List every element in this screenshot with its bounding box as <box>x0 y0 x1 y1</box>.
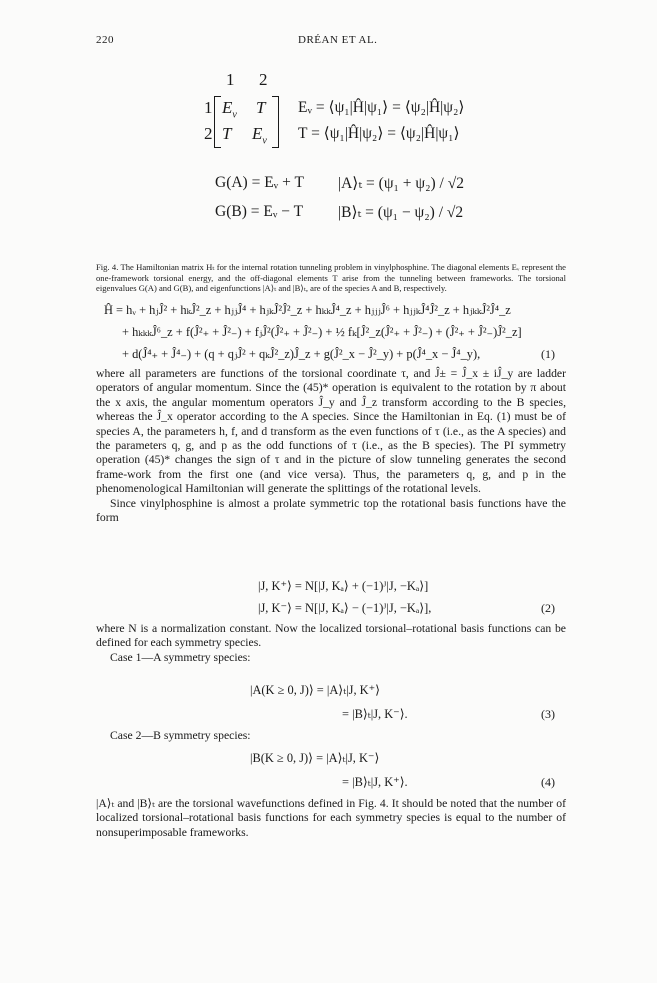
GA-eigenvalue: G(A) = Eᵥ + T <box>215 174 304 191</box>
GB-eigenvalue: G(B) = Eᵥ − T <box>215 203 304 220</box>
body-text-2 <box>96 622 566 665</box>
case-2-heading: Case 2—B symmetry species: <box>110 729 251 742</box>
matrix-cell: T <box>256 98 266 117</box>
eq1-line2: + hₖₖₖĴ⁶_z + f(Ĵ²₊ + Ĵ²₋) + fⱼĴ²(Ĵ²₊ + Ĵ²₋) + ½ fₖ[Ĵ²_z(Ĵ²₊ + Ĵ²₋) + (Ĵ²₊ + Ĵ²₋)Ĵ²_z] <box>122 325 522 339</box>
matrix-col-label: 1 <box>226 70 235 89</box>
matrix-cell: T <box>222 124 232 143</box>
matrix-right-bracket <box>272 96 279 148</box>
eq3-number: (3) <box>541 707 555 721</box>
matrix-cell: $E_v$ <box>252 124 267 147</box>
eq2-number: (2) <box>541 601 555 615</box>
case-1-heading: Case 1—A symmetry species: <box>110 650 251 664</box>
matrix-col-label: 2 <box>259 70 268 89</box>
eq2-line1: |J, K⁺⟩ = N[|J, Kₐ⟩ + (−1)ᴶ|J, −Kₐ⟩] <box>258 579 429 593</box>
paragraph: Since vinylphosphine is almost a prolate symmetric top the rotational basis functions have the form <box>96 496 566 525</box>
paragraph: where all parameters are functions of the torsional coordinate τ, and Ĵ± = Ĵ_x ± iĴ_y are ladder operators of angular momentum. Since the (45)* operation is equivalent to the rotation by π about the x axis, the angular momentum operators Ĵ_y and Ĵ_z transform according to the B species, whereas the Ĵ_x operator according to the A species. Since the Hamiltonian in Eq. (1) must be of species A, the parameters h, f, and d transform as the even functions of τ (i.e., as the A species) and the parameters q, g, and p as the odd functions of τ (i.e., as the B species). The PI symmetry operation (45)* changes the sign of τ and in the picture of slow tunneling generates the second frame-work from the first one (and vice versa). Thus, the parameters q, g, and p in the phenomenological Hamiltonian will generate the splittings of the rotational levels. <box>96 367 566 496</box>
A-eigenfunction: |A⟩ₜ = (ψ₁ + ψ₂) / √2 <box>338 175 464 192</box>
paragraph: where N is a normalization constant. Now the localized torsional–rotational basis functions can be defined for each symmetry species. <box>96 622 566 650</box>
eq2-line2: |J, K⁻⟩ = N[|J, Kₐ⟩ − (−1)ᴶ|J, −Kₐ⟩], <box>258 601 432 615</box>
eq1-number: (1) <box>541 347 555 361</box>
matrix-row-label: 2 <box>204 124 213 143</box>
running-title: DRÉAN ET AL. <box>298 34 378 46</box>
B-eigenfunction: |B⟩ₜ = (ψ₁ − ψ₂) / √2 <box>338 204 464 221</box>
page-number: 220 <box>96 34 114 46</box>
T-definition: T = ⟨ψ₁|Ĥ|ψ₂⟩ = ⟨ψ₂|Ĥ|ψ₁⟩ <box>298 125 460 142</box>
eq1-line3: + d(Ĵ⁴₊ + Ĵ⁴₋) + (q + qⱼĴ² + qₖĴ²_z)Ĵ_z + g(Ĵ²_x − Ĵ²_y) + p(Ĵ⁴_x − Ĵ⁴_y), <box>122 347 481 361</box>
eq1-line1: Ĥ = hᵥ + hⱼĴ² + hₖĴ²_z + hⱼⱼĴ⁴ + hⱼₖĴ²Ĵ²_z + hₖₖĴ⁴_z + hⱼⱼⱼĴ⁶ + hⱼⱼₖĴ⁴Ĵ²_z + hⱼₖₖĴ²Ĵ⁴_z <box>104 303 511 317</box>
figure-caption <box>96 262 566 294</box>
eq4-line2: = |B⟩ₜ|J, K⁺⟩. <box>342 775 408 789</box>
eq4-number: (4) <box>541 775 555 789</box>
body-text-1 <box>96 367 566 525</box>
body-text-3 <box>96 729 566 743</box>
matrix-row-label: 1 <box>204 98 213 117</box>
matrix-cell: $E_v$ <box>222 98 237 121</box>
paragraph: |A⟩ₜ and |B⟩ₜ are the torsional wavefunctions defined in Fig. 4. It should be noted that the number of localized torsional–rotational basis functions for each symmetry species is equal to the number of nonsuperimposable frameworks. <box>96 797 566 839</box>
eq3-line2: = |B⟩ₜ|J, K⁻⟩. <box>342 707 408 721</box>
caption-text: Fig. 4. The Hamiltonian matrix Hₜ for the internal rotation tunneling problem in vinylphosphine. The diagonal elements Eᵥ represent the one-framework torsional energy, and the off-diagonal elements T arise from the tunneling between frameworks. The torsional eigenvalues G(A) and G(B), and eigenfunctions |A⟩ₜ and |B⟩ₜ, are of the species A and B, respectively. <box>96 262 566 294</box>
body-text-4 <box>96 797 566 840</box>
matrix-left-bracket <box>214 96 221 148</box>
eq4-line1: |B(K ≥ 0, J)⟩ = |A⟩ₜ|J, K⁻⟩ <box>250 751 380 765</box>
Ev-definition: Eᵥ = ⟨ψ₁|Ĥ|ψ₁⟩ = ⟨ψ₂|Ĥ|ψ₂⟩ <box>298 99 465 116</box>
eq3-line1: |A(K ≥ 0, J)⟩ = |A⟩ₜ|J, K⁺⟩ <box>250 683 380 697</box>
